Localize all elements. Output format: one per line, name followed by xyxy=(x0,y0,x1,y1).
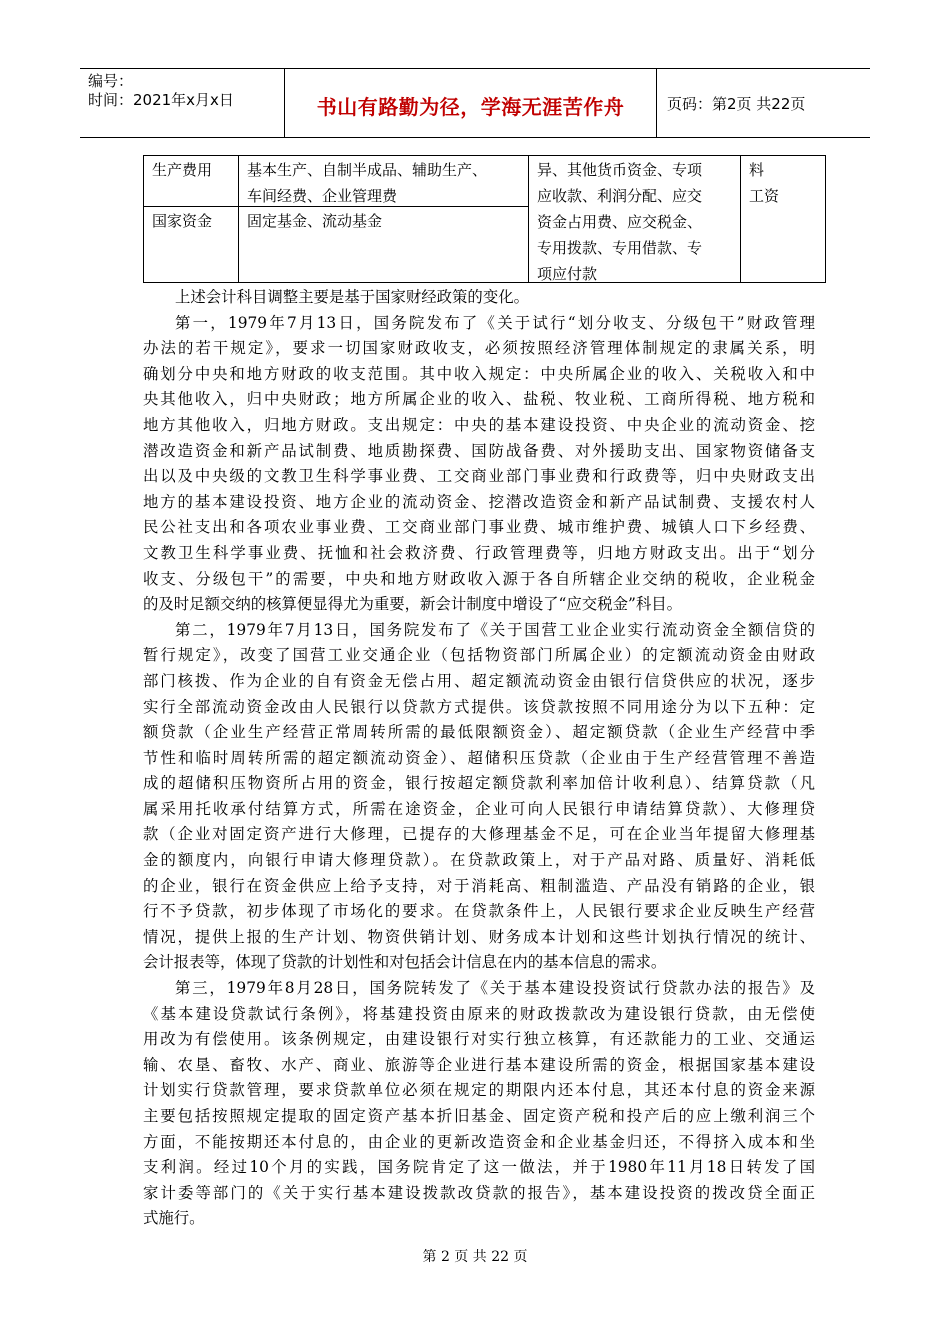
text-line: 会计报表等，体现了贷款的计划性和对包括会计信息在内的基本信息的需求。 xyxy=(143,953,667,972)
text-line: 金的额度内，向银行申请大修理贷款）。在贷款政策上，对于产品对路、质量好、消耗低 xyxy=(143,851,815,870)
table-cell-c3: 异、其他货币资金、专项 应收款、利润分配、应交 资金占用费、应交税金、 专用拨款、专用借款、专 项应付款 xyxy=(528,155,741,283)
text-line: 地方其他收入，归地方财政。支出规定：中央的基本建设投资、中央企业的流动资金、挖 xyxy=(143,415,815,434)
text-line: 支利润。经过10个月的实践，国务院肯定了这一做法，并于1980年11月18日转发了国 xyxy=(143,1158,815,1177)
text-line: 第三，1979年8月28日，国务院转发了《关于基本建设投资试行贷款办法的报告》及 xyxy=(175,979,815,998)
text-line: 用改为有偿使用。该条例规定，由建设银行对实行独立核算，有还款能力的工业、交通运 xyxy=(143,1030,815,1049)
page-header xyxy=(80,68,870,138)
text-line: 暂行规定》，改变了国营工业交通企业（包括物资部门所属企业）的定额流动资金由财政 xyxy=(143,646,815,665)
table-cell-r2c1: 国家资金 xyxy=(143,206,239,283)
number-label: 编号： xyxy=(88,72,134,90)
header-motto-cell xyxy=(285,69,657,137)
text-line: 计划实行贷款管理，要求贷款单位必须在规定的期限内还本付息，其还本付息的资金来源 xyxy=(143,1081,815,1100)
text-line: 的及时足额交纳的核算便显得尤为重要，新会计制度中增设了“应交税金”科目。 xyxy=(143,595,683,614)
text-line: 央其他收入，归中央财政；地方所属企业的收入、盐税、牧业税、工商所得税、地方税和 xyxy=(143,390,815,409)
text-line: 款（企业对固定资产进行大修理，已提存的大修理基金不足，可在企业当年提留大修理基 xyxy=(143,825,815,844)
text-line: 文教卫生科学事业费、抚恤和社会救济费、行政管理费等，归地方财政支出。出于“划分 xyxy=(143,543,815,562)
text-line: 出以及中央级的文教卫生科学事业费、工交商业部门事业费和行政费等，归中央财政支出 xyxy=(143,467,815,486)
page-code: 页码：第2页 共22页 xyxy=(667,95,806,113)
text-line: 节性和临时周转所需的超定额流动资金）、超储积压贷款（企业由于生产经营管理不善造 xyxy=(143,748,815,767)
page-footer: 第 2 页 共 22 页 xyxy=(422,1249,528,1265)
text-line: 情况，提供上报的生产计划、物资供销计划、财务成本计划和这些计划执行情况的统计、 xyxy=(143,927,815,946)
body-text xyxy=(143,285,815,1232)
text-line: 额贷款（企业生产经营正常周转所需的最低限额资金）、超定额贷款（企业生产经营中季 xyxy=(143,723,815,742)
text-line: 上述会计科目调整主要是基于国家财经政策的变化。 xyxy=(175,288,529,306)
text-line: 成的超储积压物资所占用的资金，银行按超定额贷款利率加倍计收利息）、结算贷款（凡 xyxy=(143,774,815,793)
header-meta xyxy=(80,69,285,137)
text-line: 民公社支出和各项农业事业费、工交商业部门事业费、城市维护费、城镇人口下乡经费、 xyxy=(143,518,815,537)
text-line: 确划分中央和地方财政的收支范围。其中收入规定：中央所属企业的收入、关税收入和中 xyxy=(143,364,815,383)
text-line: 潜改造资金和新产品试制费、地质勘探费、国防战备费、对外援助支出、国家物资储备支 xyxy=(143,441,815,460)
text-line: 第二，1979年7月13日，国务院发布了《关于国营工业企业实行流动资金全额信贷的 xyxy=(175,620,815,639)
time-label: 时间：2021年x月x日 xyxy=(88,91,234,109)
text-line: 式施行。 xyxy=(143,1209,205,1228)
table-cell-r1c1: 生产费用 xyxy=(143,155,239,207)
text-line: 的企业，银行在资金供应上给予支持，对于消耗高、粗制滥造、产品没有销路的企业，银 xyxy=(143,876,815,895)
account-table xyxy=(143,155,826,283)
text-line: 行不予贷款，初步体现了市场化的要求。在贷款条件上，人民银行要求企业反映生产经营 xyxy=(143,902,815,921)
text-line: 地方的基本建设投资、地方企业的流动资金、挖潜改造资金和新产品试制费、支援农村人 xyxy=(143,492,815,511)
text-line: 输、农垦、畜牧、水产、商业、旅游等企业进行基本建设所需的资金，根据国家基本建设 xyxy=(143,1055,815,1074)
text-line: 实行全部流动资金改由人民银行以贷款方式提供。该贷款按照不同用途分为以下五种：定 xyxy=(143,697,815,716)
text-line: 方面，不能按期还本付息的，由企业的更新改造资金和企业基金归还，不得挤入成本和坐 xyxy=(143,1132,815,1151)
text-line: 部门核拨、作为企业的自有资金无偿占用、超定额流动资金由银行信贷供应的状况，逐步 xyxy=(143,671,815,690)
text-line: 家计委等部门的《关于实行基本建设拨款改贷款的报告》，基本建设投资的拨改贷全面正 xyxy=(143,1183,815,1202)
table-cell-r1c2: 基本生产、自制半成品、辅助生产、 车间经费、企业管理费 xyxy=(238,155,529,207)
motto: 书山有路勤为径，学海无涯苦作舟 xyxy=(316,95,625,119)
text-line: 第一，1979年7月13日，国务院发布了《关于试行“划分收支、分级包干”财政管理 xyxy=(175,313,815,332)
text-line: 主要包括按照规定提取的固定资产基本折旧基金、固定资产税和投产后的应上缴利润三个 xyxy=(143,1107,815,1125)
text-line: 《基本建设贷款试行条例》，将基建投资由原来的财政拨款改为建设银行贷款，由无偿使 xyxy=(143,1004,815,1023)
table-cell-r2c2: 固定基金、流动基金 xyxy=(238,206,529,283)
header-page-cell xyxy=(657,69,870,137)
table-cell-c4: 料 工资 xyxy=(740,155,826,283)
text-line: 属采用托收承付结算方式，所需在途资金，企业可向人民银行申请结算贷款）、大修理贷 xyxy=(143,799,815,818)
text-line: 办法的若干规定》，要求一切国家财政收支，必须按照经济管理体制规定的隶属关系，明 xyxy=(143,339,815,358)
text-line: 收支、分级包干”的需要，中央和地方财政收入源于各自所辖企业交纳的税收，企业税金 xyxy=(143,569,815,588)
